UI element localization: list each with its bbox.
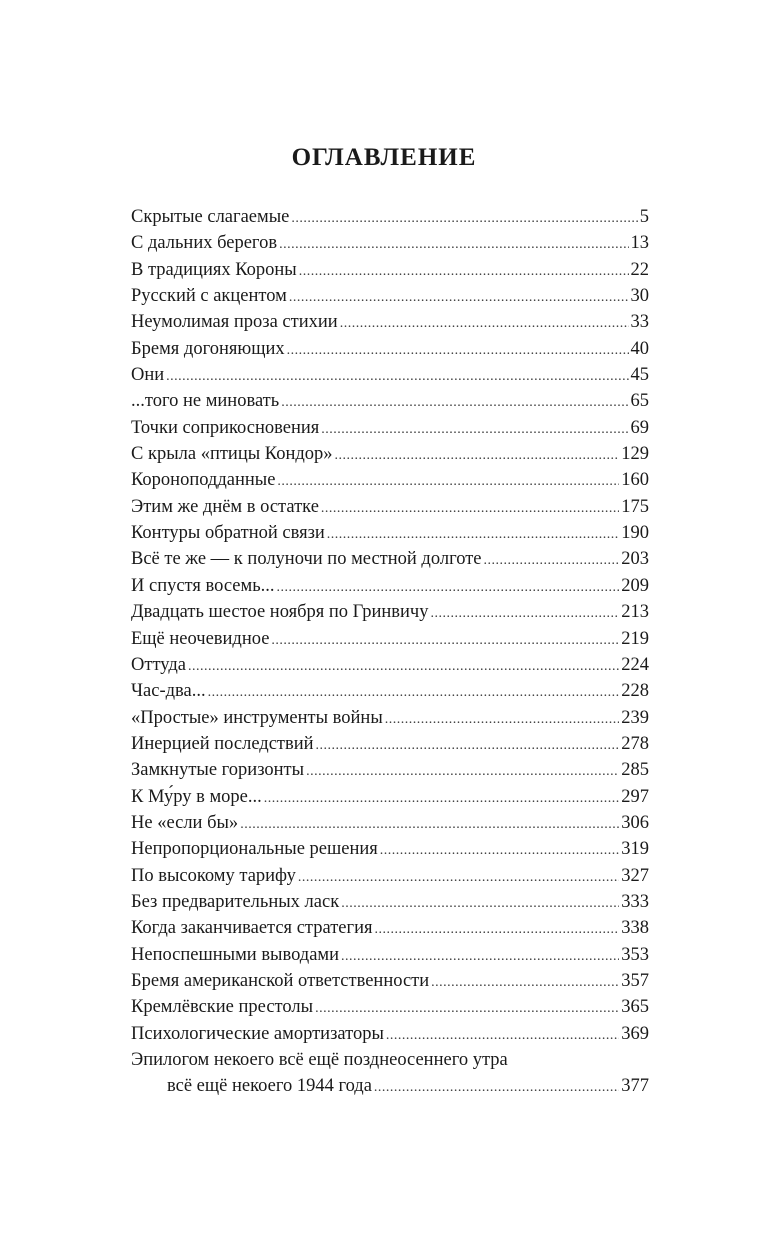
- toc-page-number: 306: [621, 812, 649, 833]
- toc-entry-title: Коронoподданные: [131, 470, 276, 491]
- toc-entry[interactable]: [131, 1021, 649, 1047]
- toc-page-number: 239: [621, 707, 649, 728]
- toc-entry[interactable]: [131, 257, 649, 283]
- toc-page-number: 219: [621, 628, 649, 649]
- toc-page-number: 13: [630, 233, 649, 254]
- toc-entry[interactable]: [131, 731, 649, 757]
- toc-entry-title: Час-два...: [131, 681, 206, 702]
- toc-entry-title: «Простые» инструменты войны: [131, 707, 383, 728]
- toc-entry[interactable]: [131, 784, 649, 810]
- toc-dot-leader: [316, 733, 620, 759]
- toc-dot-leader: [208, 680, 620, 706]
- toc-entry[interactable]: [131, 388, 649, 414]
- toc-page-number: 69: [630, 417, 649, 438]
- toc-entry-title: Бремя американской ответственности: [131, 970, 430, 991]
- toc-entry[interactable]: [131, 573, 649, 599]
- toc-entry-title: Инерцией последствий: [131, 733, 314, 754]
- toc-entry[interactable]: [131, 415, 649, 441]
- toc-dot-leader: [340, 311, 629, 337]
- toc-page-number: 45: [630, 365, 649, 386]
- toc-page-number: 369: [621, 1023, 649, 1044]
- toc-page-number: 175: [621, 496, 649, 517]
- toc-entry-title: Они: [131, 365, 165, 386]
- toc-entry[interactable]: [131, 467, 649, 493]
- toc-dot-leader: [431, 970, 619, 996]
- toc-dot-leader: [380, 838, 619, 864]
- toc-entry[interactable]: [131, 283, 649, 309]
- page-title: ОГЛАВЛЕНИЕ: [291, 144, 477, 171]
- toc-entry-title: Контуры обратной связи: [131, 523, 325, 544]
- toc-entry-title: В традициях Короны: [131, 259, 297, 280]
- toc-entry-title: Неумолимая проза стихии: [131, 312, 338, 333]
- toc-entry-title: Бремя догоняющих: [131, 338, 285, 359]
- toc-entry[interactable]: [131, 546, 649, 572]
- toc-entry[interactable]: [131, 230, 649, 256]
- toc-entry[interactable]: [131, 652, 649, 678]
- toc-dot-leader: [385, 707, 619, 733]
- toc-entry-title: По высокому тарифу: [131, 865, 296, 886]
- toc-dot-leader: [188, 654, 619, 680]
- toc-page-number: 160: [621, 470, 649, 491]
- toc-page-number: 129: [621, 444, 649, 465]
- toc-entry[interactable]: [131, 994, 649, 1020]
- toc-dot-leader: [484, 548, 620, 574]
- toc-page-number: 319: [621, 839, 649, 860]
- toc-entry[interactable]: [131, 678, 649, 704]
- toc-dot-leader: [281, 390, 628, 416]
- toc-dot-leader: [321, 417, 628, 443]
- toc-entry[interactable]: [131, 599, 649, 625]
- toc-entry-title: Не «если бы»: [131, 812, 239, 833]
- toc-dot-leader: [341, 944, 619, 970]
- toc-page-number: 213: [621, 602, 649, 623]
- toc-entry-title: Без предварительных ласк: [131, 891, 340, 912]
- table-of-contents: [131, 204, 649, 1100]
- toc-entry[interactable]: [131, 863, 649, 889]
- toc-dot-leader: [277, 469, 619, 495]
- toc-dot-leader: [291, 206, 637, 232]
- toc-entry-title: Непропорциональные решения: [131, 839, 378, 860]
- toc-entry-title: Этим же днём в остатке: [131, 496, 319, 517]
- toc-dot-leader: [335, 443, 620, 469]
- toc-dot-leader: [264, 786, 620, 812]
- toc-entry[interactable]: [131, 336, 649, 362]
- toc-page-number: 40: [630, 338, 649, 359]
- toc-entry[interactable]: [131, 757, 649, 783]
- toc-entry-title: Русский с акцентом: [131, 286, 287, 307]
- toc-page-number: 357: [621, 970, 649, 991]
- toc-page-number: 33: [630, 312, 649, 333]
- toc-entry-title: И спустя восемь...: [131, 575, 275, 596]
- toc-page-number: 327: [621, 865, 649, 886]
- toc-entry-title-line2: всё ещё некоего 1944 года: [167, 1076, 372, 1097]
- toc-dot-leader: [279, 232, 628, 258]
- toc-dot-leader: [430, 601, 619, 627]
- toc-page-number: 209: [621, 575, 649, 596]
- toc-dot-leader: [315, 996, 619, 1022]
- toc-dot-leader: [277, 575, 620, 601]
- toc-page-number: 30: [630, 286, 649, 307]
- toc-entry-title: Когда заканчивается стратегия: [131, 918, 373, 939]
- toc-page-number: 285: [621, 760, 649, 781]
- toc-entry[interactable]: [131, 810, 649, 836]
- toc-entry[interactable]: [131, 889, 649, 915]
- toc-entry-title: Непоспешными выводами: [131, 944, 340, 965]
- toc-entry[interactable]: [131, 520, 649, 546]
- toc-page-number: 224: [621, 654, 649, 675]
- toc-entry[interactable]: [131, 204, 649, 230]
- toc-page-number: 353: [621, 944, 649, 965]
- toc-page-number: 228: [621, 681, 649, 702]
- toc-entry-title-line1: Эпилогом некоего всё ещё позднеосеннего утра: [131, 1050, 508, 1070]
- toc-page-number: 65: [630, 391, 649, 412]
- toc-dot-leader: [375, 917, 620, 943]
- toc-page-number: 365: [621, 997, 649, 1018]
- toc-dot-leader: [306, 759, 619, 785]
- toc-entry[interactable]: [131, 441, 649, 467]
- toc-entry-title: Замкнутые горизонты: [131, 760, 305, 781]
- toc-page-number: 203: [621, 549, 649, 570]
- toc-entry[interactable]: [131, 494, 649, 520]
- toc-dot-leader: [271, 628, 619, 654]
- toc-page-number: 22: [630, 259, 649, 280]
- toc-entry[interactable]: [131, 309, 649, 335]
- toc-dot-leader: [287, 338, 629, 364]
- toc-entry-title: Скрытые слагаемые: [131, 207, 290, 227]
- toc-dot-leader: [321, 496, 619, 522]
- toc-dot-leader: [240, 812, 619, 838]
- toc-page-number: 377: [621, 1076, 649, 1097]
- toc-dot-leader: [299, 259, 629, 285]
- toc-dot-leader: [374, 1075, 619, 1101]
- toc-dot-leader: [341, 891, 619, 917]
- toc-entry[interactable]: [131, 968, 649, 994]
- toc-entry[interactable]: [131, 915, 649, 941]
- toc-entry-title: К Му́ру в море...: [131, 786, 262, 807]
- toc-entry[interactable]: [131, 836, 649, 862]
- toc-entry[interactable]: [131, 942, 649, 968]
- toc-dot-leader: [289, 285, 629, 311]
- toc-entry-title: Всё те же — к полуночи по местной долготе: [131, 549, 482, 570]
- toc-dot-leader: [327, 522, 619, 548]
- toc-page-number: 333: [621, 891, 649, 912]
- toc-entry-title: ...того не миновать: [131, 391, 280, 412]
- toc-entry-epilogue[interactable]: [131, 1047, 649, 1100]
- toc-entry[interactable]: [131, 626, 649, 652]
- toc-entry-title: Точки соприкосновения: [131, 417, 320, 438]
- toc-page-number: 5: [639, 207, 649, 227]
- toc-page-number: 297: [621, 786, 649, 807]
- toc-dot-leader: [298, 865, 619, 891]
- toc-entry-title: Кремлёвские престолы: [131, 997, 314, 1018]
- toc-page-number: 338: [621, 918, 649, 939]
- toc-list: [131, 204, 649, 1047]
- toc-entry-title: Психологические амортизаторы: [131, 1023, 384, 1044]
- toc-entry[interactable]: [131, 362, 649, 388]
- toc-entry-title: Двадцать шестое ноября по Гринвичу: [131, 602, 429, 623]
- toc-entry-title: С крыла «птицы Кондор»: [131, 444, 333, 465]
- toc-dot-leader: [386, 1023, 619, 1049]
- toc-dot-leader: [166, 364, 628, 390]
- toc-entry-title: Оттуда: [131, 654, 186, 675]
- toc-entry-title-line2-row: [131, 1073, 649, 1099]
- toc-entry[interactable]: [131, 705, 649, 731]
- toc-entry-title: С дальних берегов: [131, 233, 278, 254]
- toc-page-number: 278: [621, 733, 649, 754]
- toc-page-number: 190: [621, 523, 649, 544]
- toc-entry-title: Ещё неочевидное: [131, 628, 270, 649]
